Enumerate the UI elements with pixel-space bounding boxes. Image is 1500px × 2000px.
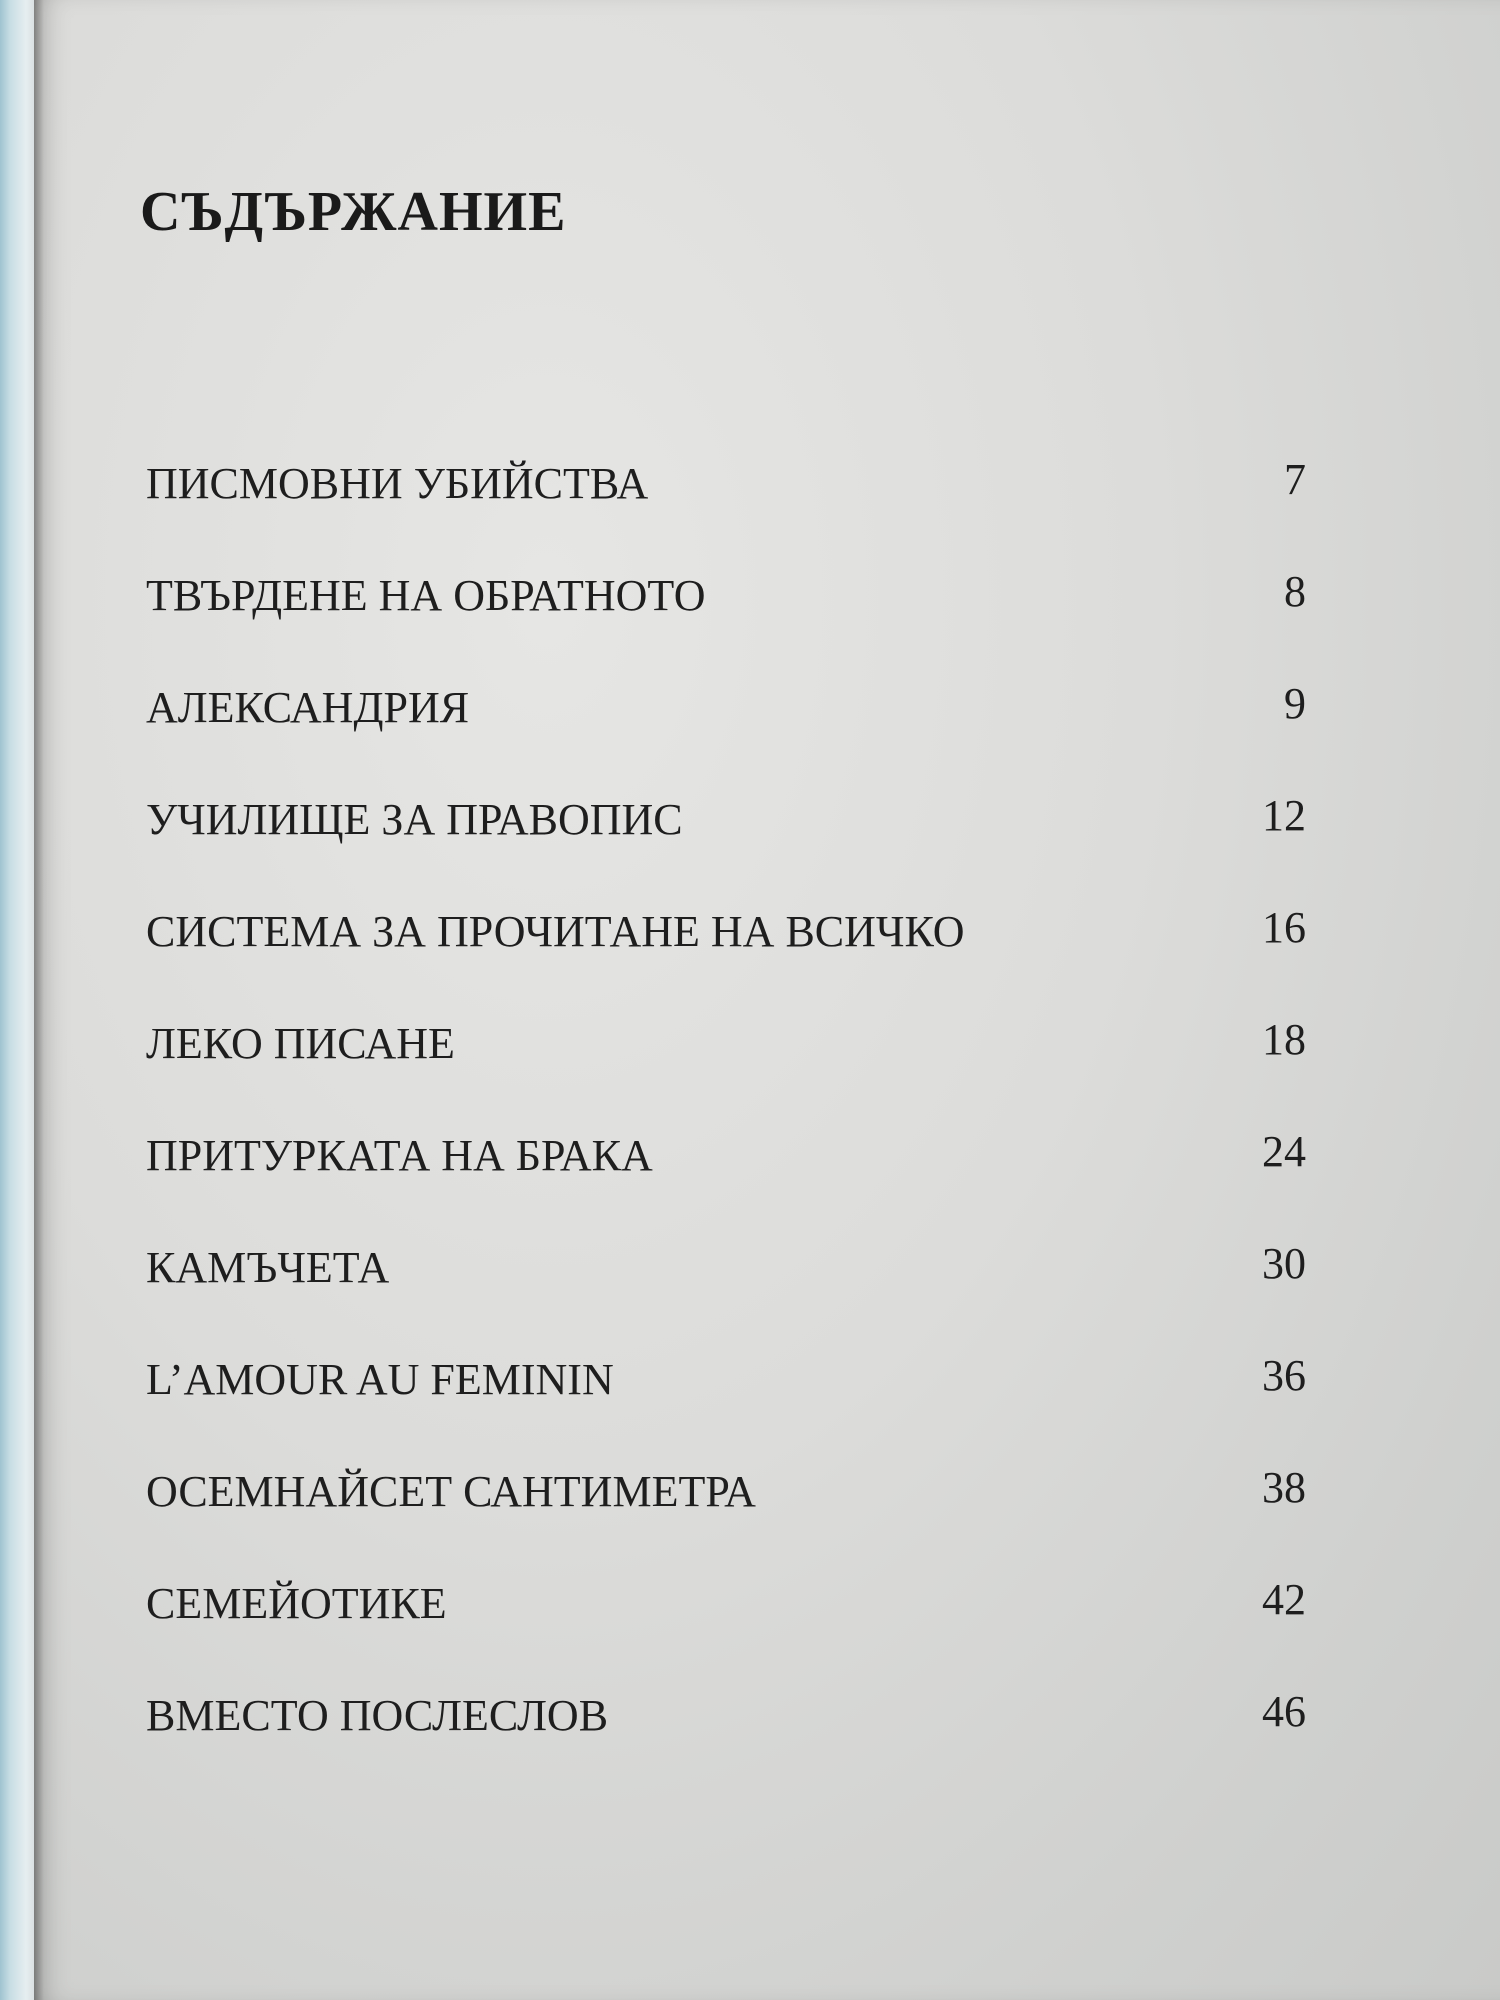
toc-entry (146, 1127, 1306, 1242)
toc-entry (146, 1687, 1306, 1802)
toc-entry-title: ПИСМОВНИ УБИЙСТВА (146, 459, 649, 508)
toc-entry-page-number: 30 (1262, 1239, 1306, 1288)
toc-entry (146, 567, 1306, 682)
book-page (34, 0, 1500, 2000)
toc-entry (146, 1015, 1306, 1130)
toc-entry-page-number: 36 (1262, 1351, 1306, 1400)
toc-entry (146, 1239, 1306, 1354)
toc-entry (146, 1351, 1306, 1466)
toc-entry-page-number: 8 (1284, 567, 1306, 616)
toc-entry-title: ТВЪРДЕНЕ НА ОБРАТНОТО (146, 571, 706, 620)
toc-entry (146, 1463, 1306, 1578)
toc-entry-title: ВМЕСТО ПОСЛЕСЛОВ (146, 1691, 609, 1740)
toc-entry (146, 903, 1306, 1018)
toc-entry-title: ОСЕМНАЙСЕТ САНТИМЕТРА (146, 1467, 756, 1516)
toc-entry-title: ПРИТУРКАТА НА БРАКА (146, 1131, 653, 1180)
toc-entry-title: L’AMOUR AU FEMININ (146, 1355, 614, 1404)
toc-entry-title: СЕМЕЙОТИКЕ (146, 1579, 447, 1628)
toc-list (146, 455, 1306, 1802)
toc-entry (146, 679, 1306, 794)
toc-entry-page-number: 18 (1262, 1015, 1306, 1064)
toc-entry (146, 455, 1306, 570)
page-edge-shadow (34, 0, 44, 2000)
toc-entry-title: ЛЕКО ПИСАНЕ (146, 1019, 455, 1068)
toc-heading: СЪДЪРЖАНИЕ (140, 181, 567, 243)
toc-entry-page-number: 9 (1284, 679, 1306, 728)
toc-entry-page-number: 24 (1262, 1127, 1306, 1176)
toc-entry-title: АЛЕКСАНДРИЯ (146, 683, 470, 732)
toc-entry-title: СИСТЕМА ЗА ПРОЧИТАНЕ НА ВСИЧКО (146, 907, 965, 956)
toc-entry-page-number: 42 (1262, 1575, 1306, 1624)
toc-entry-title: УЧИЛИЩЕ ЗА ПРАВОПИС (146, 795, 683, 844)
toc-entry-page-number: 38 (1262, 1463, 1306, 1512)
toc-entry-title: КАМЪЧЕТА (146, 1243, 390, 1292)
toc-entry (146, 791, 1306, 906)
toc-entry-page-number: 16 (1262, 903, 1306, 952)
toc-entry-page-number: 7 (1284, 455, 1306, 504)
toc-entry-page-number: 12 (1262, 791, 1306, 840)
toc-entry (146, 1575, 1306, 1690)
toc-entry-page-number: 46 (1262, 1687, 1306, 1736)
